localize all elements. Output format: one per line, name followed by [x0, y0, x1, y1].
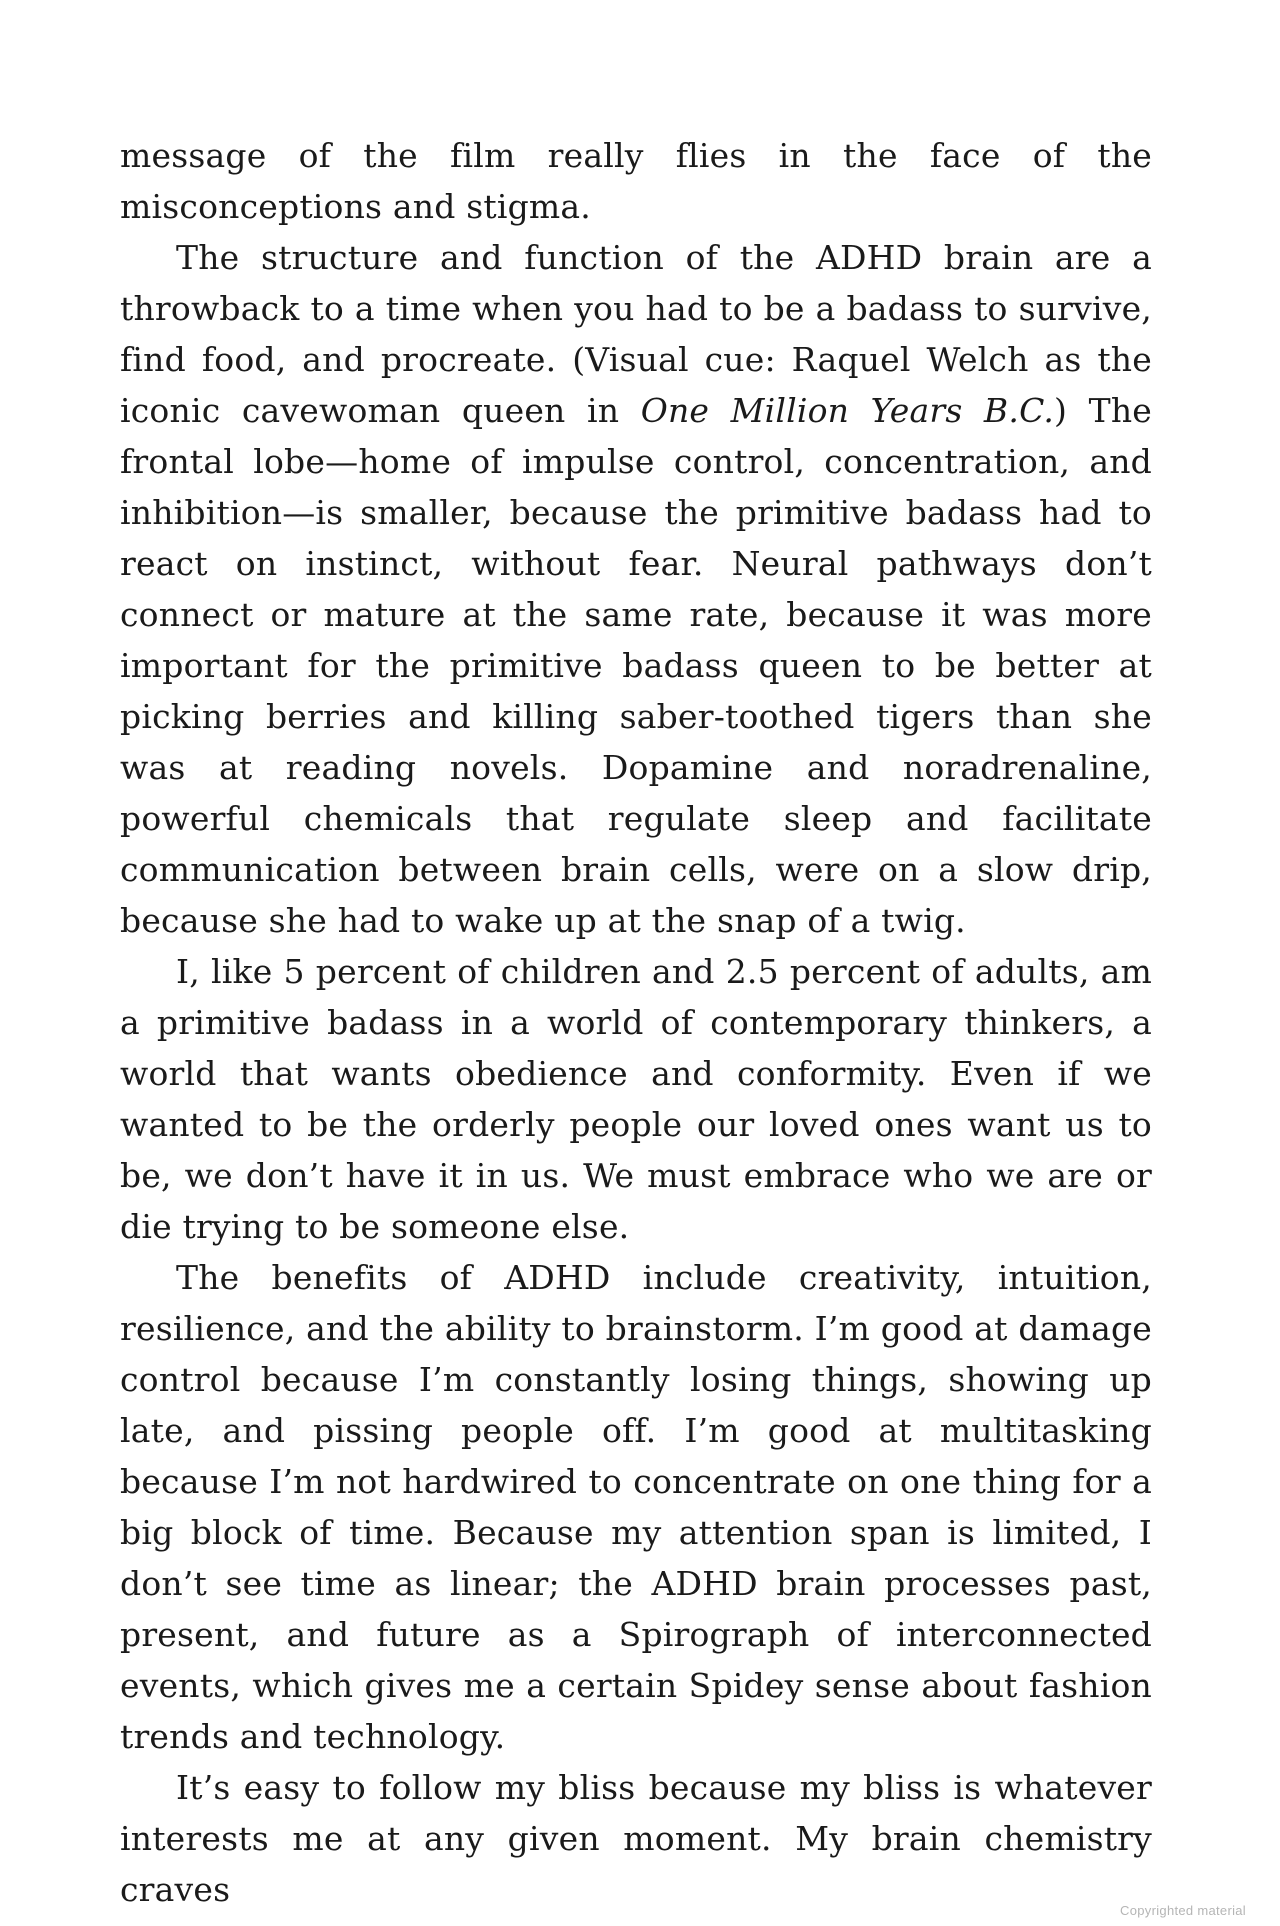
text-run: It’s easy to follow my bliss because my bliss is whatever interests me at any given moment. My brain chemistry craves [120, 1768, 1152, 1909]
page-body [120, 130, 1152, 1915]
text-run: ) The frontal lobe—home of impulse control, concentration, and inhibition—is smaller, because the primitive badass had to react on instinct, without fear. Neural pathways don’t connect or mature at the same rate, because it was more important for the primitive badass queen to be better at picking berries and killing saber-toothed tigers than she was at reading novels. Dopamine and noradrenaline, powerful chemicals that regulate sleep and facilitate communication between brain cells, were on a slow drip, because she had to wake up at the snap of a twig. [120, 391, 1152, 940]
paragraph [120, 1252, 1152, 1762]
text-run: message of the film really flies in the face of the misconceptions and stigma. [120, 136, 1152, 226]
paragraph [120, 130, 1152, 232]
paragraph [120, 946, 1152, 1252]
paragraph [120, 1762, 1152, 1915]
paragraph [120, 232, 1152, 946]
text-run: The structure and function of the ADHD brain are a throwback to a time when you had to be a badass to survive, find food, and procreate. (Visual cue: Raquel Welch as the iconic cavewoman queen in [120, 238, 1152, 430]
italic-title: One Million Years B.C. [640, 391, 1055, 430]
copyright-watermark: Copyrighted material [1120, 1903, 1246, 1918]
text-run: The benefits of ADHD include creativity, intuition, resilience, and the ability to brainstorm. I’m good at damage control because I’m constantly losing things, showing up late, and pissing people off. I’m good at multitasking because I’m not hardwired to concentrate on one thing for a big block of time. Because my attention span is limited, I don’t see time as linear; the ADHD brain processes past, present, and future as a Spirograph of interconnected events, which gives me a certain Spidey sense about fashion trends and technology. [120, 1258, 1152, 1756]
text-run: I, like 5 percent of children and 2.5 percent of adults, am a primitive badass in a world of contemporary thinkers, a world that wants obedience and conformity. Even if we wanted to be the orderly people our loved ones want us to be, we don’t have it in us. We must embrace who we are or die trying to be someone else. [120, 952, 1152, 1246]
